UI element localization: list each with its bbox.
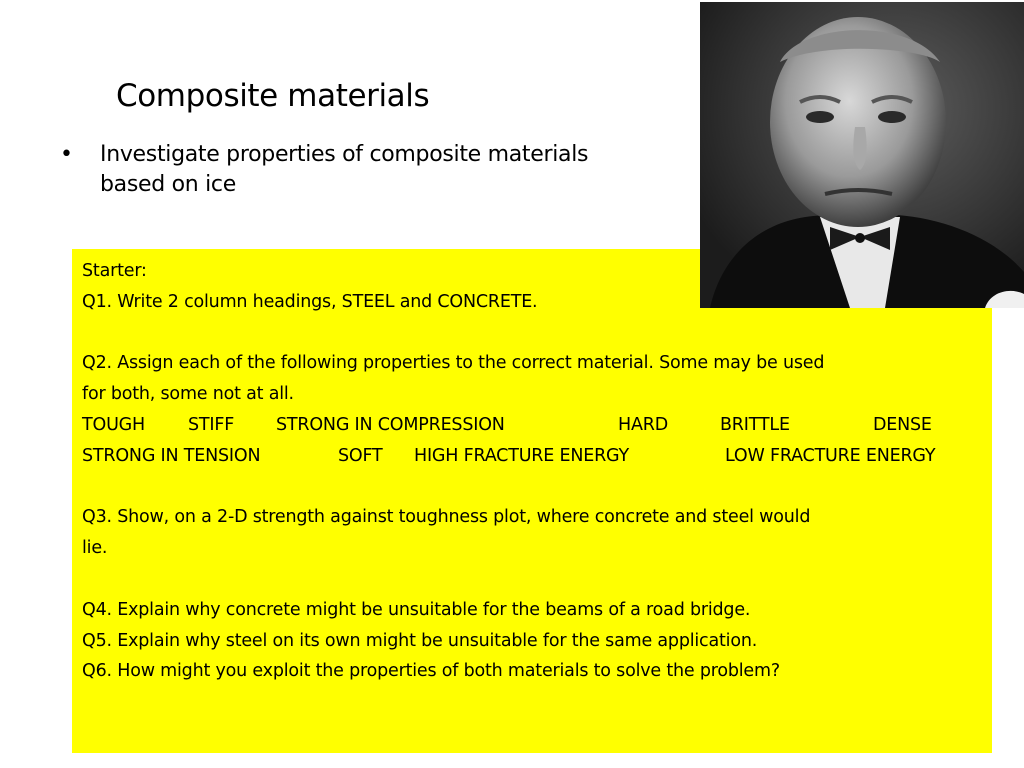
bullet-list (60, 140, 700, 200)
property-tough: TOUGH (82, 414, 145, 435)
question-4: Q4. Explain why concrete might be unsuitable for the beams of a road bridge. (82, 599, 751, 620)
bullet-item (60, 140, 700, 200)
property-high-fracture-energy: HIGH FRACTURE ENERGY (414, 445, 630, 466)
question-3-line-1: Q3. Show, on a 2-D strength against toughness plot, where concrete and steel would (82, 507, 811, 528)
property-hard: HARD (618, 414, 668, 435)
question-1: Q1. Write 2 column headings, STEEL and CONCRETE. (82, 291, 538, 312)
bullet-text-line-1: Investigate properties of composite materials (100, 142, 589, 167)
question-2-line-1: Q2. Assign each of the following properties to the correct material. Some may be used (82, 353, 825, 374)
starter-text (82, 256, 988, 687)
question-5: Q5. Explain why steel on its own might be unsuitable for the same application. (82, 630, 758, 651)
properties-row-2 (82, 441, 988, 472)
slide-title: Composite materials (116, 78, 430, 114)
property-strong-in-tension: STRONG IN TENSION (82, 445, 261, 466)
spacer (82, 318, 988, 349)
question-6: Q6. How might you exploit the properties of both materials to solve the problem? (82, 661, 780, 682)
property-soft: SOFT (338, 445, 383, 466)
question-2-line-2: for both, some not at all. (82, 384, 294, 405)
properties-row-1 (82, 410, 988, 441)
bullet-text-line-2: based on ice (100, 172, 236, 197)
spacer (82, 472, 988, 503)
property-stiff: STIFF (188, 414, 235, 435)
question-3-line-2: lie. (82, 538, 108, 559)
bullet-dot-icon: • (60, 142, 73, 167)
property-strong-in-compression: STRONG IN COMPRESSION (276, 414, 505, 435)
property-low-fracture-energy: LOW FRACTURE ENERGY (725, 445, 936, 466)
spacer (82, 564, 988, 595)
property-brittle: BRITTLE (720, 414, 790, 435)
property-dense: DENSE (873, 414, 932, 435)
starter-heading: Starter: (82, 261, 147, 281)
